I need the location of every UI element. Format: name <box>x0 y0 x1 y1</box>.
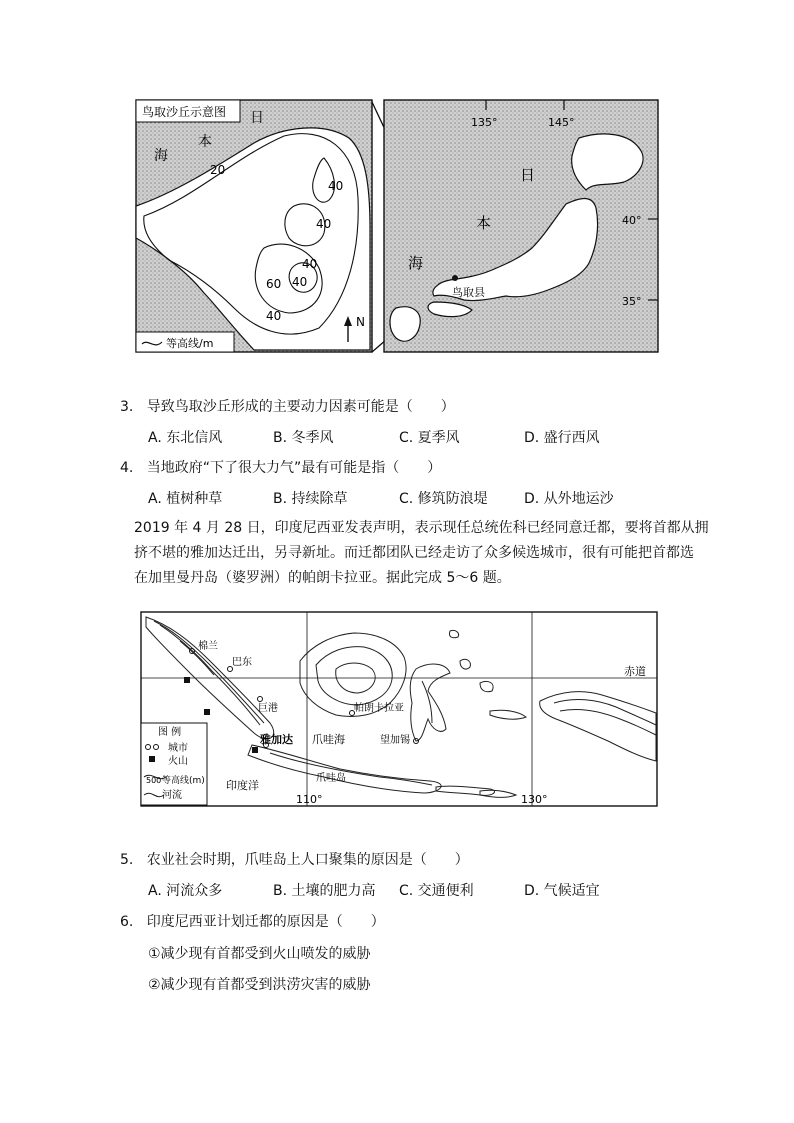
q3-option-b: B. 冬季风 <box>273 430 334 446</box>
place-java-island: 爪哇岛 <box>316 773 346 784</box>
question-6 <box>120 911 385 931</box>
place-jakarta: 雅加达 <box>260 733 293 746</box>
place-medan: 棉兰 <box>198 641 218 652</box>
contour-label-40a: 40 <box>328 179 344 193</box>
q5-option-c: C. 交通便利 <box>399 883 474 899</box>
contour-label-20: 20 <box>210 163 226 177</box>
label-ri-right: 日 <box>520 166 536 184</box>
question-3 <box>120 396 455 416</box>
question-3-number: 3. <box>120 399 134 415</box>
japan-location-map <box>384 100 658 352</box>
lon-130: 130° <box>521 793 548 806</box>
q3-option-a: A. 东北信风 <box>148 430 223 446</box>
contour-label-40e: 40 <box>266 309 282 323</box>
lon-135: 135° <box>471 116 498 129</box>
lon-145: 145° <box>548 116 575 129</box>
contour-label-40d: 40 <box>292 275 308 289</box>
contour-label-60: 60 <box>266 277 282 291</box>
q4-option-b: B. 持续除草 <box>273 491 348 507</box>
q5-option-a: A. 河流众多 <box>148 883 223 899</box>
passage <box>134 516 709 591</box>
passage-line-1: 2019 年 4 月 28 日，印度尼西亚发表声明，表示现任总统佐科已经同意迁都，要将首都从拥 <box>134 520 709 536</box>
question-5-text: 农业社会时期，爪哇岛上人口聚集的原因是（ ） <box>146 852 469 868</box>
q6-item-2: ②减少现有首都受到洪涝灾害的威胁 <box>148 977 371 993</box>
question-5-number: 5. <box>120 852 134 868</box>
contour-label-40c: 40 <box>302 257 318 271</box>
place-palembang: 巨港 <box>258 703 278 714</box>
question-3-text: 导致鸟取沙丘形成的主要动力因素可能是（ ） <box>146 399 455 415</box>
lat-40: 40° <box>622 214 642 227</box>
question-4-number: 4. <box>120 460 134 476</box>
q6-item-1: ①减少现有首都受到火山喷发的威胁 <box>148 946 371 962</box>
q4-option-d: D. 从外地运沙 <box>524 491 614 507</box>
question-4-text: 当地政府“下了很大力气”最有可能是指（ ） <box>146 460 442 476</box>
q3-option-d: D. 盛行西风 <box>524 430 600 446</box>
q4-option-a: A. 植树种草 <box>148 491 223 507</box>
lon-110: 110° <box>296 793 323 806</box>
legend-title: 图 例 <box>158 727 182 738</box>
q5-option-b: B. 土壤的肥力高 <box>273 883 376 899</box>
dune-map-title: 鸟取沙丘示意图 <box>142 105 227 119</box>
legend-volcano: 火山 <box>168 756 188 767</box>
legend-city: 城市 <box>168 743 188 754</box>
place-padang: 巴东 <box>232 657 252 668</box>
label-ben-right: 本 <box>476 214 492 232</box>
label-ri: 日 <box>250 110 264 126</box>
equator-label: 赤道 <box>624 665 646 678</box>
tottori-label: 鸟取县 <box>452 286 485 299</box>
label-hai-right: 海 <box>408 254 424 272</box>
dune-contour-map <box>136 100 372 352</box>
question-6-number: 6. <box>120 914 134 930</box>
label-hai: 海 <box>154 148 168 164</box>
passage-line-3: 在加里曼丹岛（婆罗洲）的帕朗卡拉亚。据此完成 5～6 题。 <box>134 570 511 586</box>
indonesia-map-figure <box>140 611 658 807</box>
question-6-text: 印度尼西亚计划迁都的原因是（ ） <box>146 914 385 930</box>
contour-legend: 等高线/m <box>166 337 214 350</box>
north-label: N <box>356 315 365 329</box>
place-java-sea: 爪哇海 <box>312 733 345 746</box>
legend-contour-value: 500 <box>146 776 162 785</box>
place-indian-ocean: 印度洋 <box>226 779 259 792</box>
contour-label-40b: 40 <box>316 217 332 231</box>
label-ben: 本 <box>198 134 212 150</box>
question-4 <box>120 457 441 477</box>
legend-contour: 等高线(m) <box>162 776 205 786</box>
legend-river: 河流 <box>162 790 182 801</box>
q4-option-c: C. 修筑防浪堤 <box>399 491 488 507</box>
question-5 <box>120 849 469 869</box>
lat-35: 35° <box>622 295 642 308</box>
map-legend <box>141 723 207 805</box>
place-palangkaraya: 帕朗卡拉亚 <box>354 703 404 714</box>
tottori-dune-figure <box>134 98 660 354</box>
q5-option-d: D. 气候适宜 <box>524 883 600 899</box>
passage-line-2: 挤不堪的雅加达迁出，另寻新址。而迁都团队已经走访了众多候选城市，很有可能把首都选 <box>134 545 694 561</box>
q3-option-c: C. 夏季风 <box>399 430 460 446</box>
place-makassar: 望加锡 <box>380 735 410 746</box>
